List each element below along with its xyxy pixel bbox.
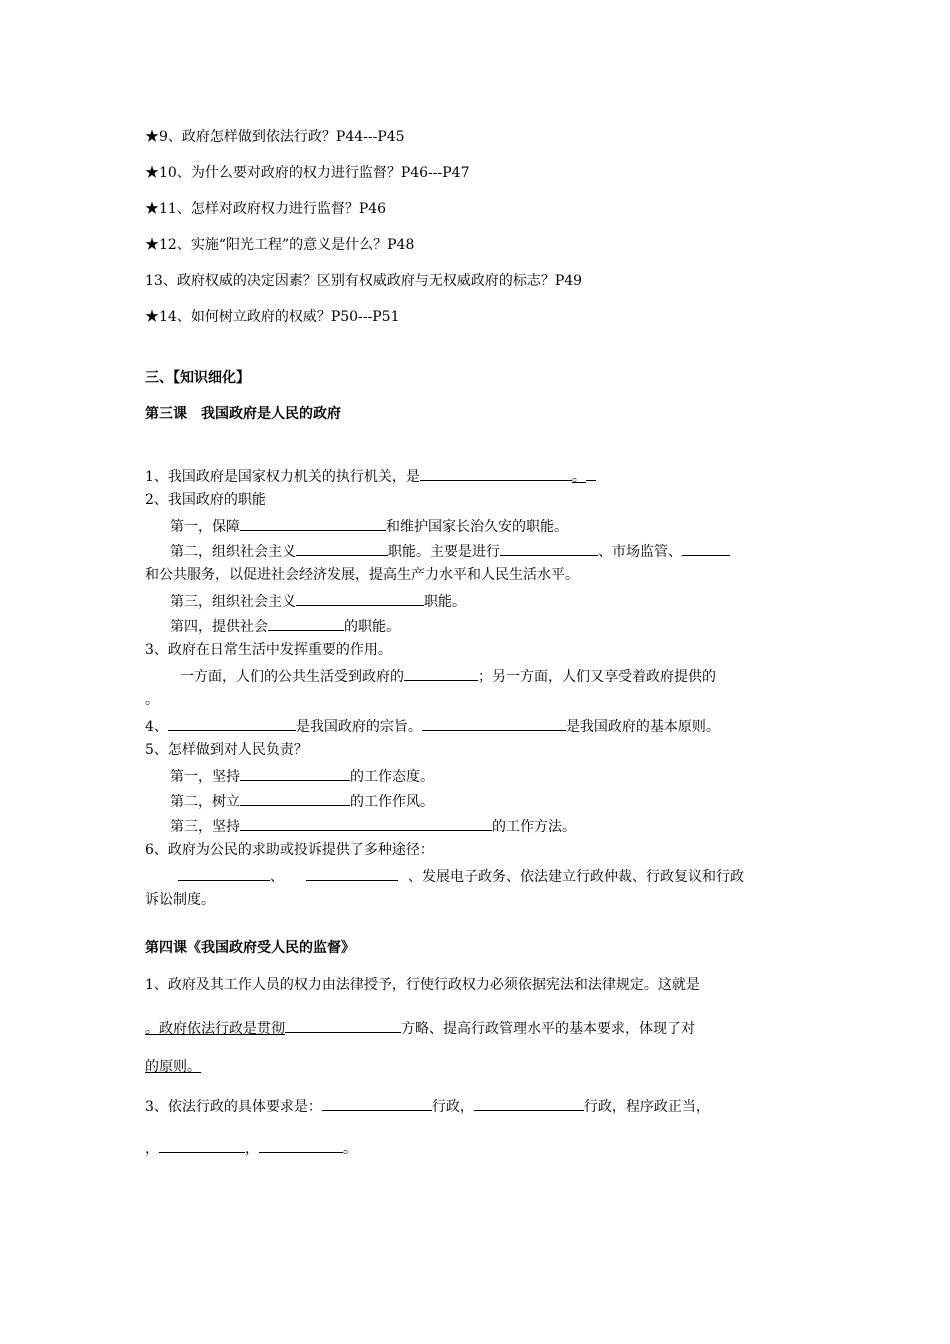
text: 第二，组织社会主义	[170, 544, 296, 560]
text: 和维护国家长治久安的职能。	[386, 519, 568, 535]
fill-blank[interactable]	[240, 815, 492, 831]
lesson3-line-12: 5、怎样做到对人民负责？	[145, 742, 308, 758]
text: ，	[245, 1141, 259, 1157]
fill-blank[interactable]	[500, 540, 598, 556]
text: 。	[571, 469, 586, 485]
fill-blank[interactable]	[268, 615, 344, 631]
text: ，	[145, 1141, 159, 1157]
text: 、	[270, 869, 284, 885]
lesson3-line-15	[170, 815, 576, 837]
fill-blank[interactable]	[422, 715, 566, 731]
text: 。	[343, 1141, 357, 1157]
text: 行政，	[431, 1099, 474, 1115]
lesson3-line-9	[180, 665, 716, 687]
fill-blank[interactable]	[159, 1137, 245, 1153]
text: 3、依法行政的具体要求是：	[145, 1099, 322, 1115]
text: 。政府依法行政是贯彻	[145, 1021, 285, 1037]
text: 第二，树立	[170, 794, 240, 810]
text: 、市场监管、	[598, 544, 682, 560]
question-9: ★9、政府怎样做到依法行政？P44---P45	[145, 129, 405, 145]
text: 方略、提高行政管理水平的基本要求，体现了对	[401, 1021, 695, 1037]
fill-blank[interactable]	[240, 765, 350, 781]
lesson3-line-16: 6、政府为公民的求助或投诉提供了多种途径：	[145, 842, 434, 858]
fill-blank[interactable]	[682, 540, 730, 556]
text: 职能。主要是进行	[388, 544, 500, 560]
lesson3-line-2: 2、我国政府的职能	[145, 492, 266, 508]
fill-blank[interactable]	[296, 540, 388, 556]
section-heading: 三、【知识细化】	[145, 370, 250, 386]
text: 行政，程序政正当，	[583, 1099, 710, 1115]
fill-blank[interactable]	[404, 665, 478, 681]
question-10: ★10、为什么要对政府的权力进行监督？P46---P47	[145, 165, 470, 181]
text: 第三，坚持	[170, 819, 240, 835]
fill-blank[interactable]	[296, 590, 424, 606]
fill-blank[interactable]	[322, 1095, 432, 1111]
lesson3-line-3	[170, 515, 568, 537]
fill-blank[interactable]	[586, 465, 596, 481]
text: 职能。	[424, 594, 466, 610]
lesson3-line-18: 诉讼制度。	[145, 892, 215, 908]
text: 4、	[145, 719, 168, 735]
fill-blank[interactable]	[474, 1095, 584, 1111]
text: 第一，保障	[170, 519, 240, 535]
question-12: ★12、实施“阳光工程”的意义是什么？P48	[145, 237, 415, 253]
lesson4-title: 第四课《我国政府受人民的监督》	[145, 940, 355, 956]
fill-blank[interactable]	[240, 515, 386, 531]
text: 第三，组织社会主义	[170, 594, 296, 610]
fill-blank[interactable]	[420, 465, 572, 481]
lesson3-title: 第三课 我国政府是人民的政府	[145, 406, 341, 422]
lesson4-line-1: 1、政府及其工作人员的权力由法律授予，行使行政权力必须依据宪法和法律规定。这就是	[145, 977, 700, 993]
lesson3-line-4	[170, 540, 730, 562]
question-14: ★14、如何树立政府的权威？P50---P51	[145, 309, 400, 325]
lesson3-line-7	[170, 615, 400, 637]
lesson3-line-6	[170, 590, 466, 612]
lesson3-line-8: 3、政府在日常生活中发挥重要的作用。	[145, 642, 392, 658]
question-11: ★11、怎样对政府权力进行监督？P46	[145, 201, 387, 217]
text: 是我国政府的基本原则。	[565, 719, 720, 735]
lesson4-line-4	[145, 1095, 710, 1117]
lesson4-line-3	[145, 1057, 201, 1077]
text: 的工作方法。	[492, 819, 576, 835]
text: 、发展电子政务、依法建立行政仲裁、行政复议和行政	[408, 869, 744, 885]
text: 第一，坚持	[170, 769, 240, 785]
lesson3-line-10: 。	[145, 692, 159, 708]
text: 的职能。	[344, 619, 400, 635]
lesson3-line-1	[145, 465, 596, 487]
lesson4-line-5	[145, 1137, 357, 1159]
text: 第四，提供社会	[170, 619, 268, 635]
text: 的工作作风。	[350, 794, 434, 810]
fill-blank[interactable]	[168, 715, 296, 731]
lesson3-line-13	[170, 765, 434, 787]
lesson4-line-2	[145, 1017, 695, 1039]
lesson3-line-11	[145, 715, 720, 737]
lesson3-line-5: 和公共服务，以促进社会经济发展，提高生产力水平和人民生活水平。	[145, 567, 579, 583]
text: 一方面，人们的公共生活受到政府的	[180, 669, 404, 685]
fill-blank[interactable]	[240, 790, 350, 806]
text: 1、我国政府是国家权力机关的执行机关，是	[145, 469, 420, 485]
lesson3-line-14	[170, 790, 434, 812]
text: 的工作态度。	[350, 769, 434, 785]
question-13: 13、政府权威的决定因素？区别有权威政府与无权威政府的标志？P49	[145, 273, 583, 289]
fill-blank[interactable]	[178, 865, 270, 881]
lesson3-line-17	[178, 865, 744, 887]
fill-blank[interactable]	[306, 865, 398, 881]
text: 是我国政府的宗旨。	[295, 719, 422, 735]
fill-blank[interactable]	[259, 1137, 343, 1153]
text: 的原则。	[145, 1059, 201, 1075]
text: ；另一方面，人们又享受着政府提供的	[478, 669, 716, 685]
fill-blank[interactable]	[285, 1017, 401, 1033]
